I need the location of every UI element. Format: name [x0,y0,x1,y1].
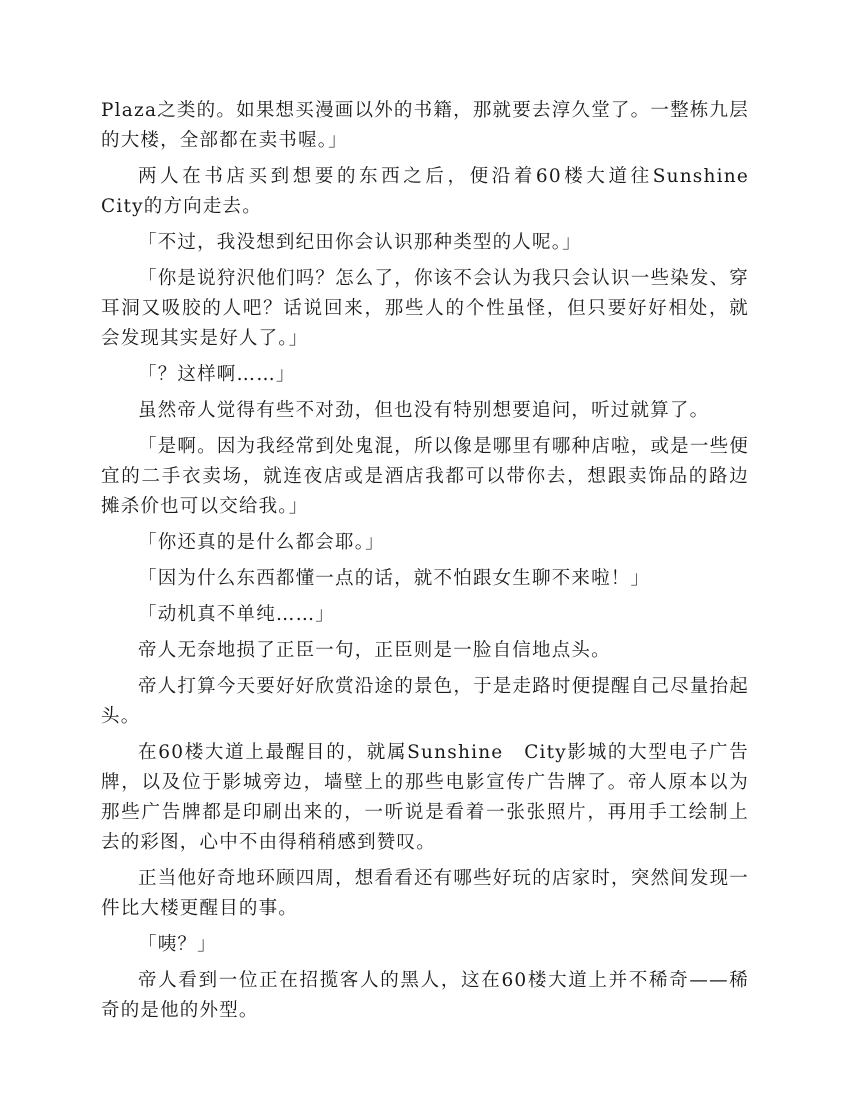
paragraph: 帝人看到一位正在招揽客人的黑人，这在60楼大道上并不稀奇——稀奇的是他的外型。 [101,970,749,1021]
paragraph: 「动机真不单纯……」 [138,604,336,625]
paragraph: 在60楼大道上最醒目的，就属Sunshine City影城的大型电子广告牌，以及位于影城旁边，墙壁上的那些电影宣传广告牌了。帝人原本以为那些广告牌都是印刷出来的，一听说是看着一张张照片，再用手工绘制上去的彩图，心中不由得稍稍感到赞叹。 [101,742,749,853]
paragraph: 虽然帝人觉得有些不对劲，但也没有特别想要追问，听过就算了。 [138,400,710,421]
paragraph: Plaza之类的。如果想买漫画以外的书籍，那就要去淳久堂了。一整栋九层的大楼，全部都在卖书喔。」 [101,100,749,151]
paragraph: 「因为什么东西都懂一点的话，就不怕跟女生聊不来啦！」 [138,568,651,589]
paragraph: 两人在书店买到想要的东西之后，便沿着60楼大道往Sunshine City的方向走去。 [101,166,769,217]
paragraph: 「咦？」 [138,934,217,955]
body-text [101,96,769,1032]
paragraph: 「不过，我没想到纪田你会认识那种类型的人呢。」 [138,232,582,253]
paragraph: 「你还真的是什么都会耶。」 [138,532,385,553]
paragraph: 正当他好奇地环顾四周，想看看还有哪些好玩的店家时，突然间发现一件比大楼更醒目的事。 [101,868,749,919]
paragraph: 「你是说狩沢他们吗？怎么了，你该不会认为我只会认识一些染发、穿耳洞又吸胶的人吧？话说回来，那些人的个性虽怪，但只要好好相处，就会发现其实是好人了。」 [101,268,749,349]
paragraph: 「？这样啊……」 [138,364,296,385]
paragraph: 帝人打算今天要好好欣赏沿途的景色，于是走路时便提醒自己尽量抬起头。 [101,676,749,727]
paragraph: 「是啊。因为我经常到处鬼混，所以像是哪里有哪种店啦，或是一些便宜的二手衣卖场，就连夜店或是酒店我都可以带你去，想跟卖饰品的路边摊杀价也可以交给我。」 [101,436,749,517]
paragraph: 帝人无奈地损了正臣一句，正臣则是一脸自信地点头。 [138,640,611,661]
